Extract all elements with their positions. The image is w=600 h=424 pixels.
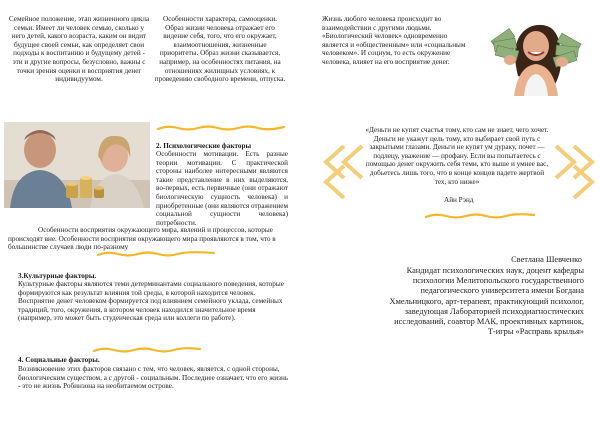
divider-wave xyxy=(96,250,216,258)
author-credentials: Кандидат психологических наук, доцент кафедры психологии Мелитопольского государственного педагогического университета имени Богдана Хмельницкого, арт-терапевт, практикующий психолог, заведующая Лабораторией психодиагностических исследований, соавтор МАК, проективных картинок, Т-игры «Расправь крылья» xyxy=(389,266,584,337)
divider-wave xyxy=(424,212,536,220)
social-factors-text: Возникновение этих факторов связано с тем, что человек, является, с одной стороны, биологическим существом, а с другой - социальным. Последнее означает, что его жизнь - это не жизнь Робинзона на необитаемом острове. xyxy=(18,365,289,391)
social-factors-heading: 4. Социальные факторы. xyxy=(18,356,100,364)
right-chevron-decoration xyxy=(552,144,596,200)
divider-wave xyxy=(92,346,202,354)
divider-wave xyxy=(156,124,286,132)
left-chevron-decoration xyxy=(322,144,366,200)
intro-character-text: Особенности характера, самооценки. Образ жизни человека отражает его видение себя, того, что его окружает, взаимоотношения, жизненные приоритеты. Образ жизни сказывается, например, на особенностях питания, на отношениях жилищных условиях, к проведению свободного времени, отпуска. xyxy=(154,15,286,84)
psych-factors-full-text: Особенности мотивации. Есть разные теории мотивации. С практической стороны наиболее интересными являются такие представление в них выделяются, во-первых, есть первичные (они отражают биологическую сущность человека) и приобретенные (они являются отражением социальной сущности человека) потребности. xyxy=(156,150,288,227)
quote-author: Айн Рэнд xyxy=(444,196,474,204)
perception-text: Особенности восприятия окружающего мира, явлений и процессов, которые происходят вне. Особенности восприятия окружающего мира проявляются в том, что в большинстве случаев люди по-разному xyxy=(8,226,276,252)
culture-factors-text: Культурные факторы являются теми детерминантами социального поведения, которые формируются как результат влияния той среды, в которой находится человек. Восприятие денег человеком формируется под влиянием семейного уклада, семейных традиций, того, окружения, в котором человек находился значительное время (например, это может быть студенческая среда или коллеги по работе). xyxy=(18,280,284,323)
author-name: Светлана Шевченко xyxy=(511,255,582,264)
ayn-rand-quote: «Деньги не купят счастья тому, кто сам не знает, чего хочет. Деньги не укажут цель тому, кто выбирает свой путь с закрытыми глазами. Деньги не купят ум дураку, почет — подлецу, уважение — профану. Если вы попытаетесь с помощью денег окружить себя теми, кто выше и умнее вас, добьетесь лишь того, что в конце концов падете жертвой тех, кто ниже» xyxy=(365,126,549,186)
psych-factors-heading: 2. Психологические факторы xyxy=(156,142,252,150)
culture-factors-heading: 3.Культурные факторы. xyxy=(18,272,97,280)
intro-family-text: Семейное положение, этап жизненного цикла семьи. Имеет ли человек семью, сколько у него детей, какого возраста, каким он видит будущее своей семьи, как определяет свои подходы к воспитанию и будущему детей - эти и другие вопросы, безусловно, важны с точки зрения оценки и восприятия денег индивидуумом. xyxy=(8,15,150,84)
woman-with-money-photo xyxy=(484,16,588,96)
society-text: Жизнь любого человека происходит во взаимодействии с другими людьми. «Биологический человек» одновременно является и «общественным» или «социальным человеком». И социум, то есть окружение человека, влияет на его восприятие денег. xyxy=(322,15,466,66)
